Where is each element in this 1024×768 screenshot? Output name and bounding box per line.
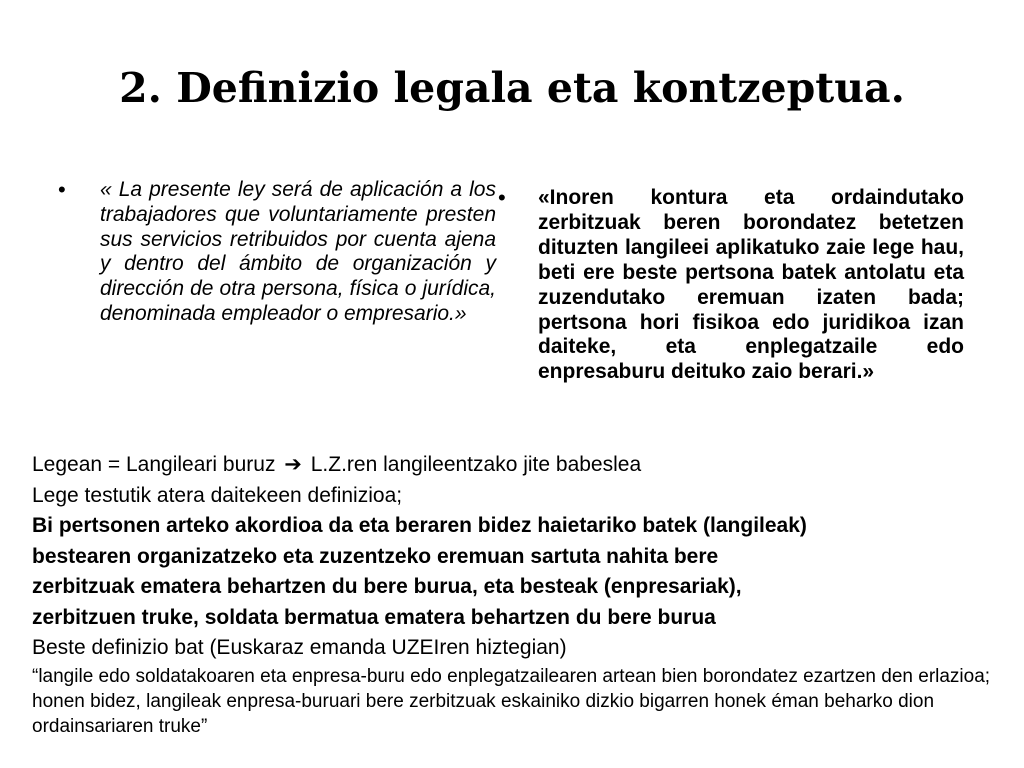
law-reference-line <box>32 450 992 481</box>
definition-line: bestearen organizatzeko eta zuzentzeko eremuan sartuta nahita bere <box>32 544 719 568</box>
spanish-law-quote: « La presente ley será de aplicación a los trabajadores que voluntariamente presten sus servicios retribuidos por cuenta ajena y dentro del ámbito de organización y dirección de otra persona, física o jurídica, denominada empleador o empresario.» <box>100 178 496 325</box>
bullet-marker: • <box>498 185 506 210</box>
basque-law-quote: «Inoren kontura eta ordaindutako zerbitzuak beren borondatez betetzen dituzten langileei aplikatuko zaie lege hau, beti ere beste pertsona batek antolatu eta zuzendutako eremuan izaten bada; pertsona hori fisikoa edo juridikoa izan daiteke, eta enplegatzaile edo enpresaburu deituko zaio berari.» <box>538 186 964 384</box>
alternative-definition-intro: Beste definizio bat (Euskaraz emanda UZEIren hiztegian) <box>32 636 567 659</box>
bullet-marker: • <box>58 177 66 202</box>
definition-line: Bi pertsonen arteko akordioa da eta beraren bidez haietariko batek (langileak) <box>32 514 807 537</box>
uzei-definition-quote: “langile edo soldatakoaren eta enpresa-buru edo enplegatzailearen artean bien borondatez ezartzen den erlazioa; honen bidez, langileak enpresa-buruari bere zerbitzuak eskainiko dizkio bigarren honek éman beharko dion ordainsariaren truke” <box>32 665 991 737</box>
definition-line: zerbitzuen truke, soldata bermatua ematera behartzen du bere burua <box>32 605 716 629</box>
spanish-definition-bullet <box>58 178 496 327</box>
law-reference-start: Legean = Langileari buruz <box>32 453 276 476</box>
body-text <box>32 450 992 739</box>
law-reference-end: L.Z.ren langileentzako jite babeslea <box>310 453 642 476</box>
definition-line: zerbitzuak ematera behartzen du bere burua, eta besteak (enpresariak), <box>32 575 742 598</box>
definition-intro-line: Lege testutik atera daitekeen definizioa; <box>32 483 403 507</box>
arrow-right-icon: ➔ <box>284 453 302 476</box>
basque-definition-bullet <box>498 186 964 385</box>
slide-title: 2. Definizio legala eta kontzeptua. <box>119 64 905 112</box>
